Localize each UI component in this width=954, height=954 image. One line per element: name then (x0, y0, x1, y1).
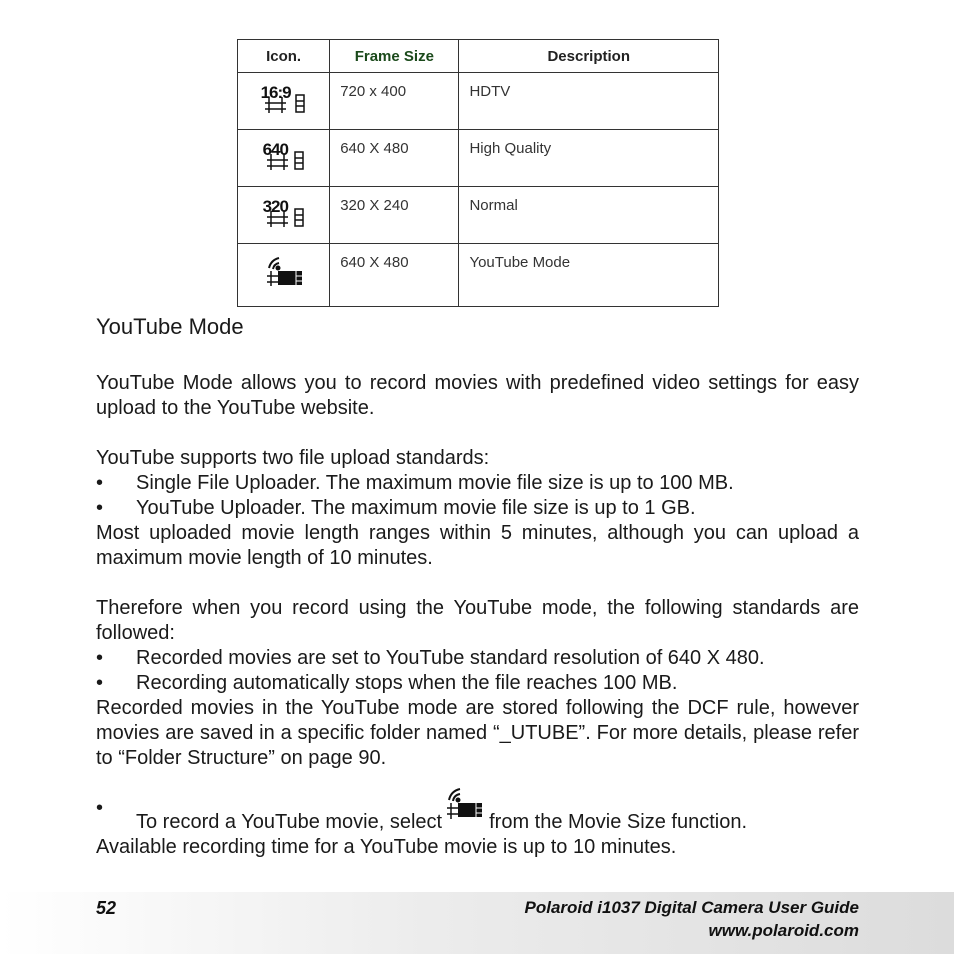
standards-paragraph: Therefore when you record using the YouTube mode, the following standards are followed: (96, 597, 859, 644)
table-row (238, 244, 719, 307)
description-cell: HDTV (459, 73, 719, 130)
movie-640-icon: 640 (263, 138, 305, 170)
list-item: • Single File Uploader. The maximum movie file size is up to 100 MB. (96, 472, 734, 494)
description-cell: YouTube Mode (459, 244, 719, 307)
table-row (238, 130, 719, 187)
list-item: • YouTube Uploader. The maximum movie file size is up to 1 GB. (96, 497, 696, 519)
table-row (238, 73, 719, 130)
frame-size-cell: 640 X 480 (330, 130, 459, 187)
page-number: 52 (96, 898, 117, 918)
frame-size-table (237, 39, 719, 307)
frame-size-cell: 640 X 480 (330, 244, 459, 307)
frame-size-cell: 320 X 240 (330, 187, 459, 244)
header-description: Description (459, 40, 719, 73)
description-cell: High Quality (459, 130, 719, 187)
section-heading: YouTube Mode (96, 314, 244, 339)
movie-169-icon: 16:9 (263, 81, 305, 113)
section-body (96, 371, 859, 860)
table-header-row (238, 40, 719, 73)
table-row (238, 187, 719, 244)
movie-320-icon: 320 (263, 195, 305, 227)
header-frame-size: Frame Size (330, 40, 459, 73)
header-icon: Icon. (238, 40, 330, 73)
youtube-mode-icon (263, 254, 305, 286)
supports-paragraph: YouTube supports two file upload standards: (96, 447, 490, 469)
guide-title: Polaroid i1037 Digital Camera User Guide (524, 898, 859, 917)
available-time-paragraph: Available recording time for a YouTube movie is up to 10 minutes. (96, 836, 677, 858)
guide-info (525, 896, 859, 942)
description-cell: Normal (459, 187, 719, 244)
frame-size-cell: 720 x 400 (330, 73, 459, 130)
intro-paragraph: YouTube Mode allows you to record movies with predefined video settings for easy upload to the YouTube website. (96, 372, 859, 419)
dcf-paragraph: Recorded movies in the YouTube mode are stored following the DCF rule, however movies are saved in a specific folder named “_UTUBE”. For more details, please refer to “Folder Structure” on page 90. (96, 697, 859, 769)
page-footer (0, 892, 954, 954)
list-item: • Recording automatically stops when the file reaches 100 MB. (96, 672, 678, 694)
youtube-mode-icon (445, 796, 487, 832)
website-link: www.polaroid.com (708, 921, 859, 940)
list-item: • To record a YouTube movie, select from the Movie Size function. (96, 796, 859, 835)
length-paragraph: Most uploaded movie length ranges within 5 minutes, although you can upload a maximum movie length of 10 minutes. (96, 522, 859, 569)
list-item: • Recorded movies are set to YouTube standard resolution of 640 X 480. (96, 647, 765, 669)
